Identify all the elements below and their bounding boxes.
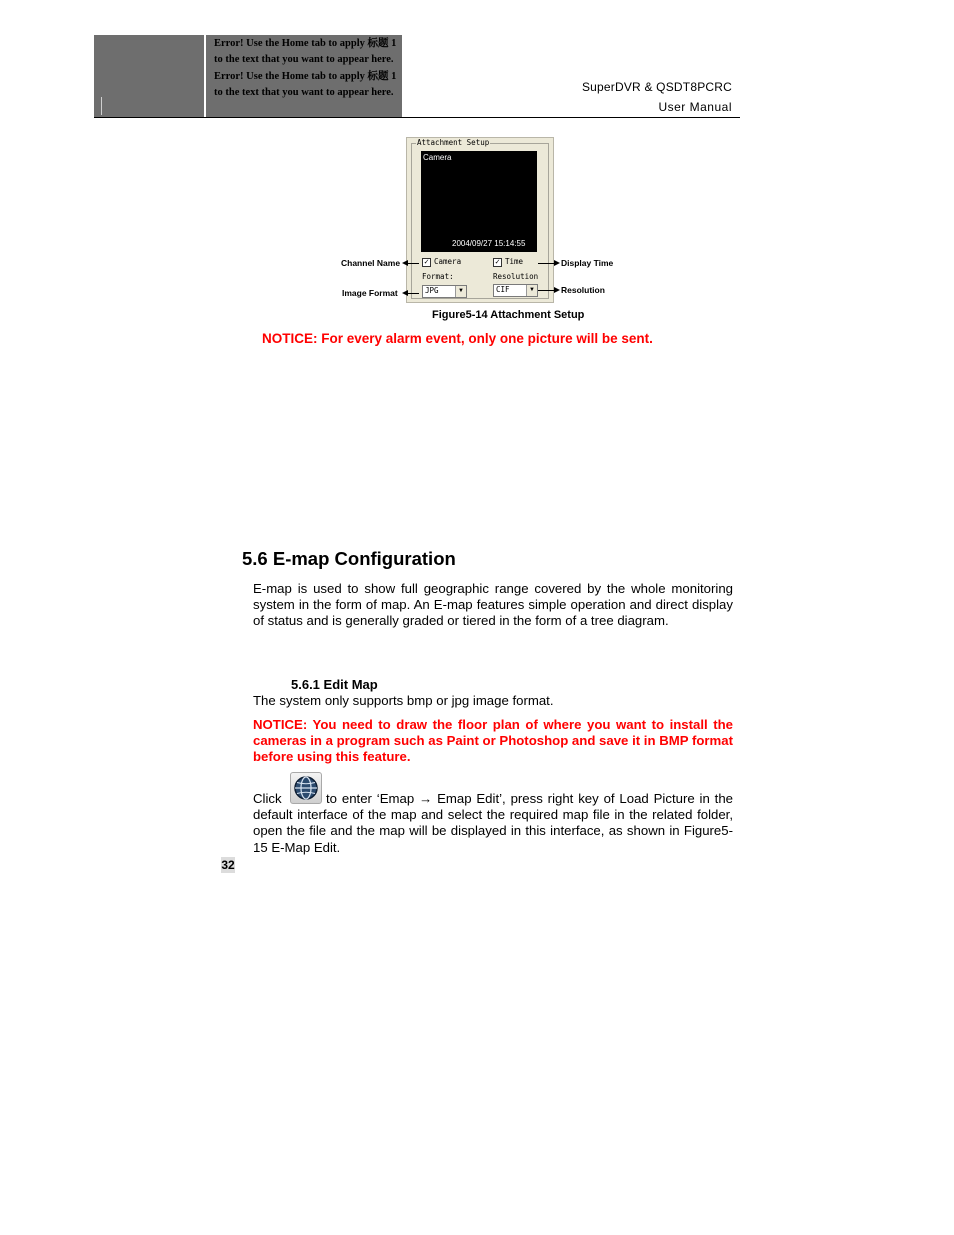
click-word: Click bbox=[253, 791, 282, 806]
header-error-text: Error! Use the Home tab to apply 标题 1 to the text that you want to appear here. Error! Use the Home tab to apply 标题 1 to the text that you want to appear here. bbox=[214, 38, 397, 99]
format-select[interactable] bbox=[422, 285, 467, 298]
header-manual: User Manual bbox=[658, 100, 732, 114]
section-intro: E-map is used to show full geographic range covered by the whole monitoring system in the form of map. An E-map features simple operation and direct display of status and is generally graded or tiered in the form of a tree diagram. bbox=[253, 581, 733, 629]
callout-line bbox=[407, 293, 419, 294]
preview-channel-name: Camera bbox=[423, 153, 452, 162]
camera-checkbox-label: Camera bbox=[434, 257, 462, 266]
group-title: Attachment Setup bbox=[417, 138, 490, 147]
arrow-right-icon bbox=[554, 260, 560, 266]
click-instructions bbox=[253, 791, 733, 856]
callout-channel-name: Channel Name bbox=[341, 258, 401, 268]
camera-preview bbox=[421, 151, 537, 252]
notice-one-picture: NOTICE: For every alarm event, only one picture will be sent. bbox=[262, 331, 653, 346]
callout-line bbox=[407, 263, 419, 264]
supported-formats: The system only supports bmp or jpg image format. bbox=[253, 693, 554, 708]
click-instructions-text: to enter ‘Emap → Emap Edit’, press right key of Load Picture in the default interface of the map and select the required map file in the related folder, open the file and the map will be displayed in this interface, as shown in Figure5-15 E-Map Edit. bbox=[253, 791, 733, 855]
header-gray-block bbox=[94, 35, 204, 117]
resolution-select[interactable] bbox=[493, 284, 538, 297]
arrow-right-icon bbox=[554, 287, 560, 293]
notice-floor-plan: NOTICE: You need to draw the floor plan of where you want to install the cameras in a program such as Paint or Photoshop and save it in BMP format before using this feature. bbox=[253, 717, 733, 765]
time-checkbox[interactable]: ✓ bbox=[494, 259, 501, 266]
subsection-title: 5.6.1 Edit Map bbox=[291, 677, 378, 692]
time-checkbox-label: Time bbox=[505, 257, 524, 266]
chevron-down-icon: ▼ bbox=[526, 285, 537, 296]
camera-checkbox[interactable]: ✓ bbox=[423, 259, 430, 266]
resolution-label: Resolution bbox=[493, 272, 539, 281]
page-number: 32 bbox=[221, 858, 235, 872]
callout-line bbox=[538, 263, 555, 264]
header-rule bbox=[94, 117, 740, 118]
format-select-value: JPG bbox=[425, 286, 439, 295]
callout-image-format: Image Format bbox=[342, 288, 398, 298]
header-tick bbox=[101, 97, 102, 115]
header-product: SuperDVR & QSDT8PCRC bbox=[581, 80, 732, 94]
preview-timestamp: 2004/09/27 15:14:55 bbox=[452, 239, 526, 248]
callout-resolution: Resolution bbox=[561, 285, 605, 295]
callout-display-time: Display Time bbox=[561, 258, 614, 268]
section-title: 5.6 E-map Configuration bbox=[242, 548, 456, 569]
resolution-select-value: CIF bbox=[496, 285, 510, 294]
callout-line bbox=[538, 290, 555, 291]
figure-caption: Figure5-14 Attachment Setup bbox=[432, 309, 585, 321]
format-label: Format: bbox=[422, 272, 454, 281]
chevron-down-icon: ▼ bbox=[455, 286, 466, 297]
